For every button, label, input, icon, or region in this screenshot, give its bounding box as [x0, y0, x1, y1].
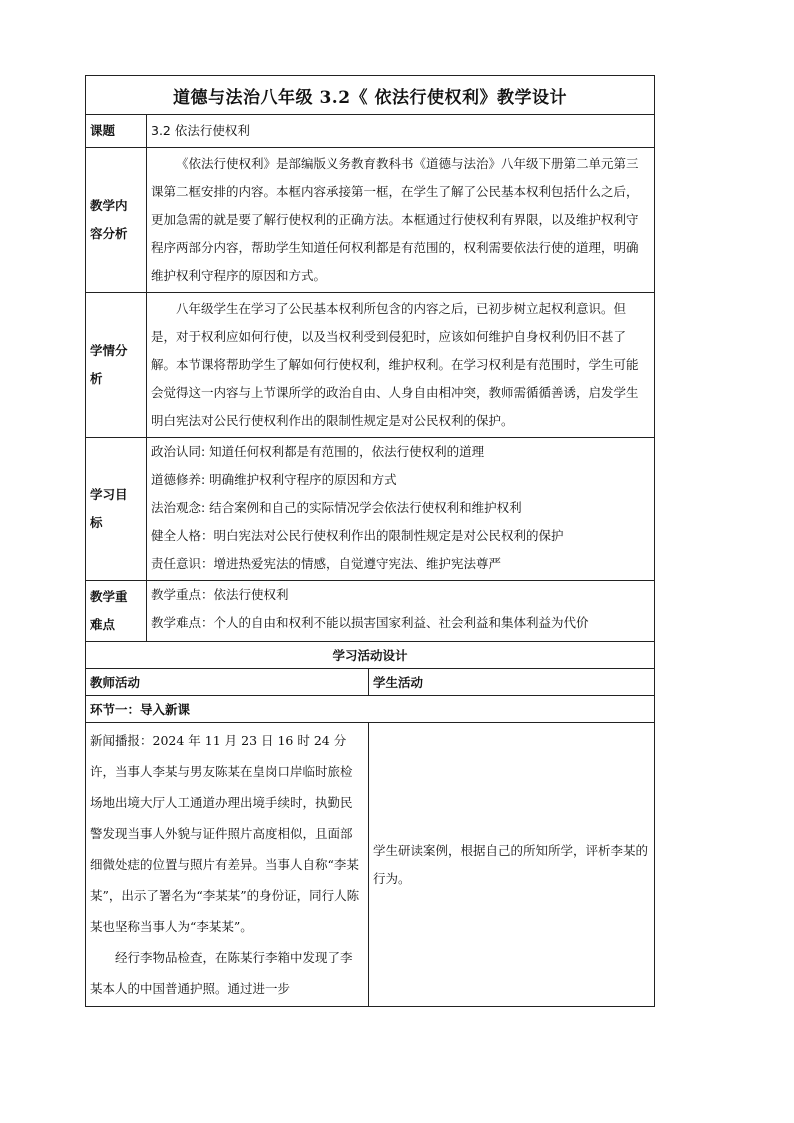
content-analysis-text: 《依法行使权利》是部编版义务教育教科书《道德与法治》八年级下册第二单元第三课第二框安排的内容。本框内容承接第一框，在学生了解了公民基本权利包括什么之后，更加急需的就是要了解行使权利的正确方法。本框通过行使权利有界限，以及维护权利守程序两部分内容，帮助学生知道任何权利都是有范围的，权利需要依法行使的道理，明确维护权利守程序的原因和方式。	[151, 156, 639, 283]
key-points-label-line2: 难点	[90, 617, 116, 632]
objective-item: 法治观念: 结合案例和自己的实际情况学会依法行使权利和维护权利	[151, 500, 522, 515]
lesson-plan-table	[85, 75, 655, 1007]
title-row	[86, 76, 655, 115]
student-activity-cell	[369, 723, 655, 1007]
student-analysis-row	[86, 293, 655, 438]
objective-item: 道德修养: 明确维护权利守程序的原因和方式	[151, 472, 397, 487]
key-points-cell	[147, 581, 655, 642]
objectives-list	[147, 438, 655, 581]
content-analysis-row	[86, 148, 655, 293]
objective-item: 健全人格：明白宪法对公民行使权利作出的限制性规定是对公民权利的保护	[151, 528, 564, 543]
student-analysis-label-line1: 学情分	[90, 343, 128, 358]
activity-section-title: 学习活动设计	[86, 642, 655, 669]
objectives-label-line2: 标	[90, 515, 103, 530]
student-analysis-text: 八年级学生在学习了公民基本权利所包含的内容之后，已初步树立起权利意识。但是，对于权利应如何行使，以及当权利受到侵犯时，应该如何维护自身权利仍旧不甚了解。本节课将帮助学生了解如何行使权利，维护权利。在学习权利是有范围时，学生可能会觉得这一内容与上节课所学的政治自由、人身自由相冲突，教师需循循善诱，启发学生明白宪法对公民行使权利作出的限制性规定是对公民权利的保护。	[151, 301, 639, 428]
activity-column-header-row	[86, 669, 655, 696]
step-one-title: 环节一：导入新课	[86, 696, 655, 723]
activity-section-row	[86, 642, 655, 669]
objectives-row	[86, 438, 655, 581]
key-point-important: 教学重点：依法行使权利	[151, 587, 289, 602]
student-analysis-text-cell	[147, 293, 655, 438]
step-one-row	[86, 696, 655, 723]
key-points-label-line1: 教学重	[90, 589, 128, 604]
content-analysis-text-cell	[147, 148, 655, 293]
topic-label: 课题	[86, 115, 147, 148]
teacher-activity-followup: 经行李物品检查，在陈某行李箱中发现了李某本人的中国普通护照。通过进一步	[90, 950, 353, 996]
key-points-label	[86, 581, 147, 642]
content-analysis-label-line1: 教学内	[90, 198, 128, 213]
objectives-label-line1: 学习目	[90, 487, 128, 502]
activity-content-row	[86, 723, 655, 1007]
student-analysis-label	[86, 293, 147, 438]
topic-row	[86, 115, 655, 148]
document-title: 道德与法治八年级 3.2《 依法行使权利》教学设计	[86, 76, 655, 115]
content-analysis-label-line2: 容分析	[90, 226, 128, 241]
student-activity-header: 学生活动	[369, 669, 655, 696]
teacher-activity-news: 新闻播报：2024 年 11 月 23 日 16 时 24 分许，当事人李某与男友陈某在皇岗口岸临时旅检场地出境大厅人工通道办理出境手续时，执勤民警发现当事人外貌与证件照片高度相似，且面部细微处痣的位置与照片有差异。当事人自称“李某某”，出示了署名为“李某某”的身份证，同行人陈某也坚称当事人为“李某某”。	[90, 733, 360, 934]
teacher-activity-cell	[86, 723, 369, 1007]
objectives-label	[86, 438, 147, 581]
teacher-activity-header: 教师活动	[86, 669, 369, 696]
objective-item: 政治认同: 知道任何权利都是有范围的，依法行使权利的道理	[151, 444, 485, 459]
student-analysis-label-line2: 析	[90, 371, 103, 386]
key-points-row	[86, 581, 655, 642]
topic-value: 3.2 依法行使权利	[147, 115, 655, 148]
key-point-difficult: 教学难点：个人的自由和权利不能以损害国家利益、社会利益和集体利益为代价	[151, 615, 589, 630]
student-activity-text: 学生研读案例，根据自己的所知所学，评析李某的行为。	[373, 842, 649, 886]
objective-item: 责任意识：增进热爱宪法的情感，自觉遵守宪法、维护宪法尊严	[151, 556, 502, 571]
content-analysis-label	[86, 148, 147, 293]
lesson-plan-page	[85, 75, 654, 1007]
